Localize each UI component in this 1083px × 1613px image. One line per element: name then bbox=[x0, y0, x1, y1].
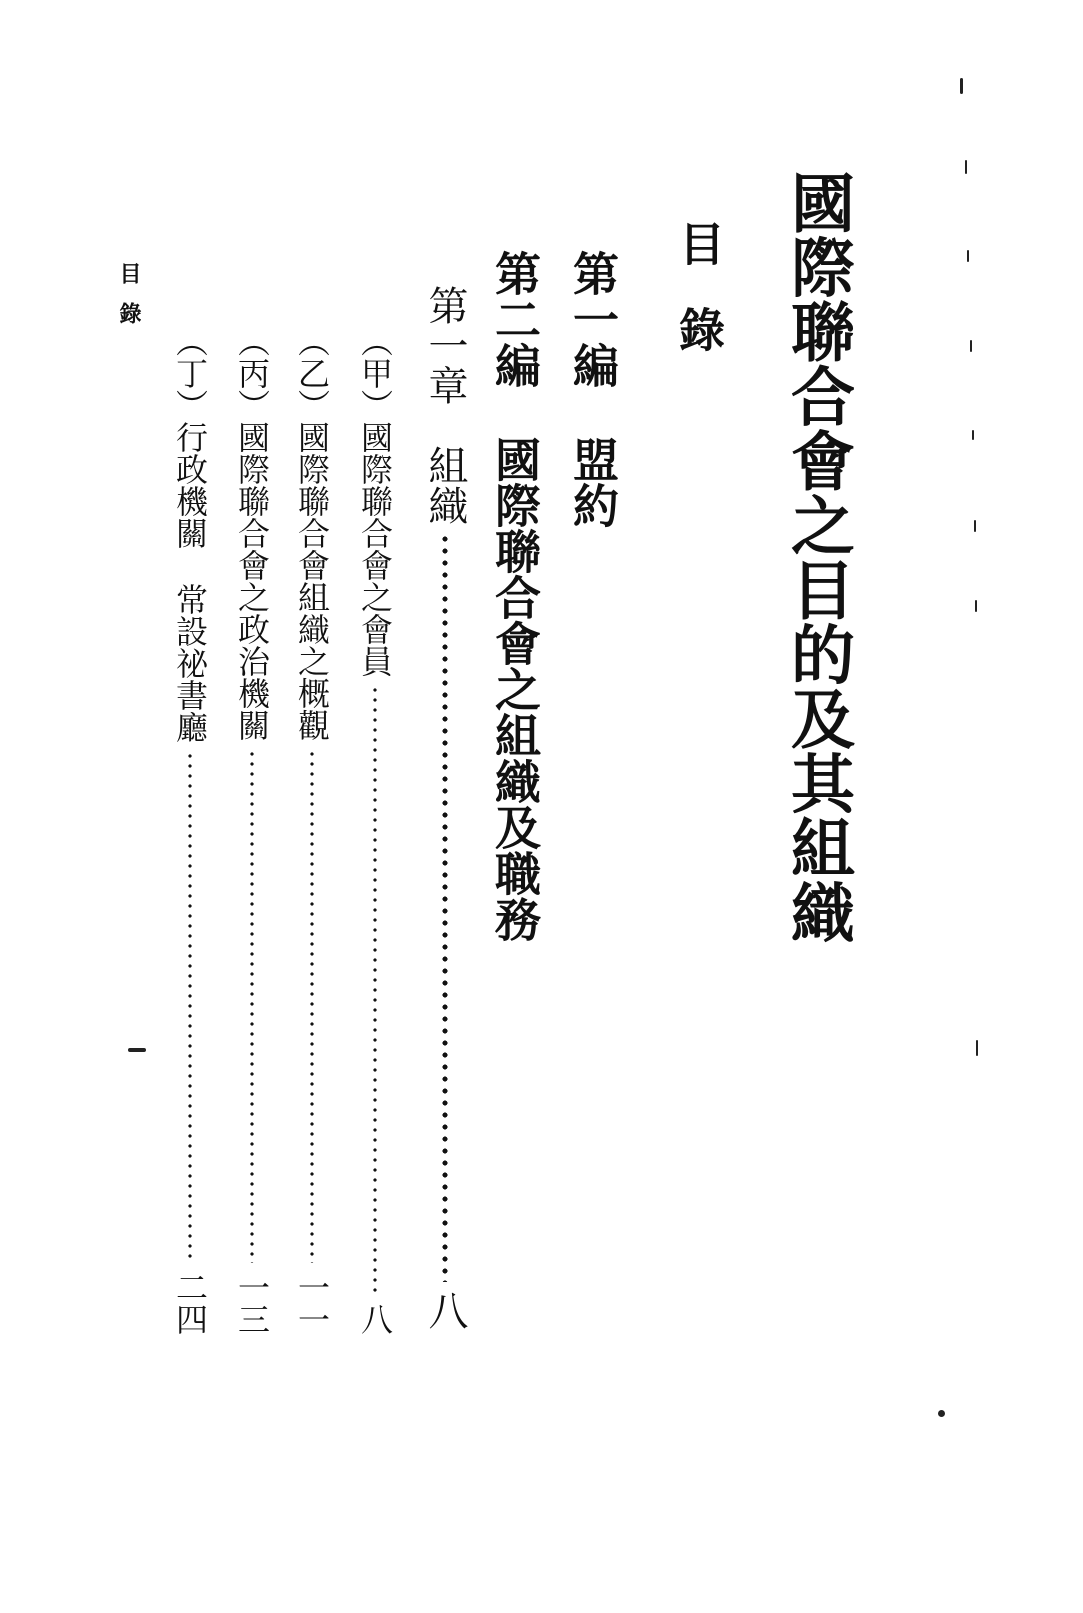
section-4-page: 二四 bbox=[171, 1271, 209, 1335]
scan-speck bbox=[976, 1040, 978, 1056]
toc-section-4[interactable] bbox=[170, 325, 210, 1335]
scan-speck bbox=[974, 520, 976, 532]
scan-speck bbox=[972, 430, 974, 440]
toc-section-3[interactable] bbox=[232, 325, 272, 1335]
book-title: 國際聯合會之目的及其組織 bbox=[780, 170, 855, 944]
running-header bbox=[118, 262, 140, 324]
part-1-label: 第一編 bbox=[566, 250, 620, 388]
toc-part-1[interactable] bbox=[566, 250, 620, 528]
scan-speck bbox=[128, 1048, 146, 1052]
section-3-heading: ︵丙︶國際聯合會之政治機關 bbox=[233, 325, 271, 741]
part-1-title: 盟約 bbox=[566, 436, 620, 528]
section-1-title: 國際聯合會之會員 bbox=[356, 421, 394, 677]
chapter-1-label: 第一章 bbox=[422, 285, 468, 405]
dot-leader bbox=[250, 749, 254, 1263]
chapter-1-page: 八 bbox=[422, 1290, 468, 1330]
scan-speck bbox=[965, 160, 967, 174]
part-2-title: 國際聯合會之組織及職務 bbox=[488, 436, 542, 942]
dot-leader bbox=[188, 751, 192, 1263]
toc-heading bbox=[672, 220, 726, 352]
part-2-label: 第二編 bbox=[488, 250, 542, 388]
toc-heading-char-2: 錄 bbox=[672, 306, 726, 352]
scan-speck bbox=[960, 78, 963, 94]
section-2-title: 國際聯合會組織之概觀 bbox=[293, 421, 331, 741]
chapter-1-title: 組織 bbox=[422, 445, 468, 525]
section-3-page: 一三 bbox=[233, 1271, 271, 1335]
toc-section-2[interactable] bbox=[292, 325, 332, 1335]
section-2-page: 一一 bbox=[293, 1271, 331, 1335]
section-3-title: 國際聯合會之政治機關 bbox=[233, 421, 271, 741]
dot-leader bbox=[373, 685, 377, 1295]
toc-chapter-1[interactable] bbox=[420, 285, 470, 1330]
toc-section-1[interactable] bbox=[355, 325, 395, 1335]
section-4-title: 行政機關 bbox=[171, 421, 209, 549]
dot-leader bbox=[310, 749, 314, 1263]
running-header-char-2: 錄 bbox=[116, 302, 142, 324]
chapter-1-heading bbox=[422, 285, 468, 525]
running-header-char-1: 目 bbox=[116, 262, 142, 284]
section-4-marker: 丁 bbox=[171, 357, 209, 389]
section-4-subtitle: 常設祕書廳 bbox=[171, 583, 209, 743]
section-1-page: 八 bbox=[356, 1303, 394, 1335]
dot-leader bbox=[442, 533, 448, 1282]
toc-heading-char-1: 目 bbox=[672, 220, 726, 266]
section-1-heading: ︵甲︶國際聯合會之會員 bbox=[356, 325, 394, 677]
scan-speck bbox=[970, 340, 972, 352]
scan-speck bbox=[967, 250, 969, 262]
section-3-marker: 丙 bbox=[233, 357, 271, 389]
scan-speck bbox=[938, 1410, 945, 1417]
scan-speck bbox=[975, 600, 977, 612]
section-2-marker: 乙 bbox=[293, 357, 331, 389]
toc-part-2[interactable] bbox=[488, 250, 542, 942]
section-2-heading: ︵乙︶國際聯合會組織之概觀 bbox=[293, 325, 331, 741]
section-1-marker: 甲 bbox=[356, 357, 394, 389]
section-4-heading: ︵丁︶行政機關常設祕書廳 bbox=[171, 325, 209, 743]
